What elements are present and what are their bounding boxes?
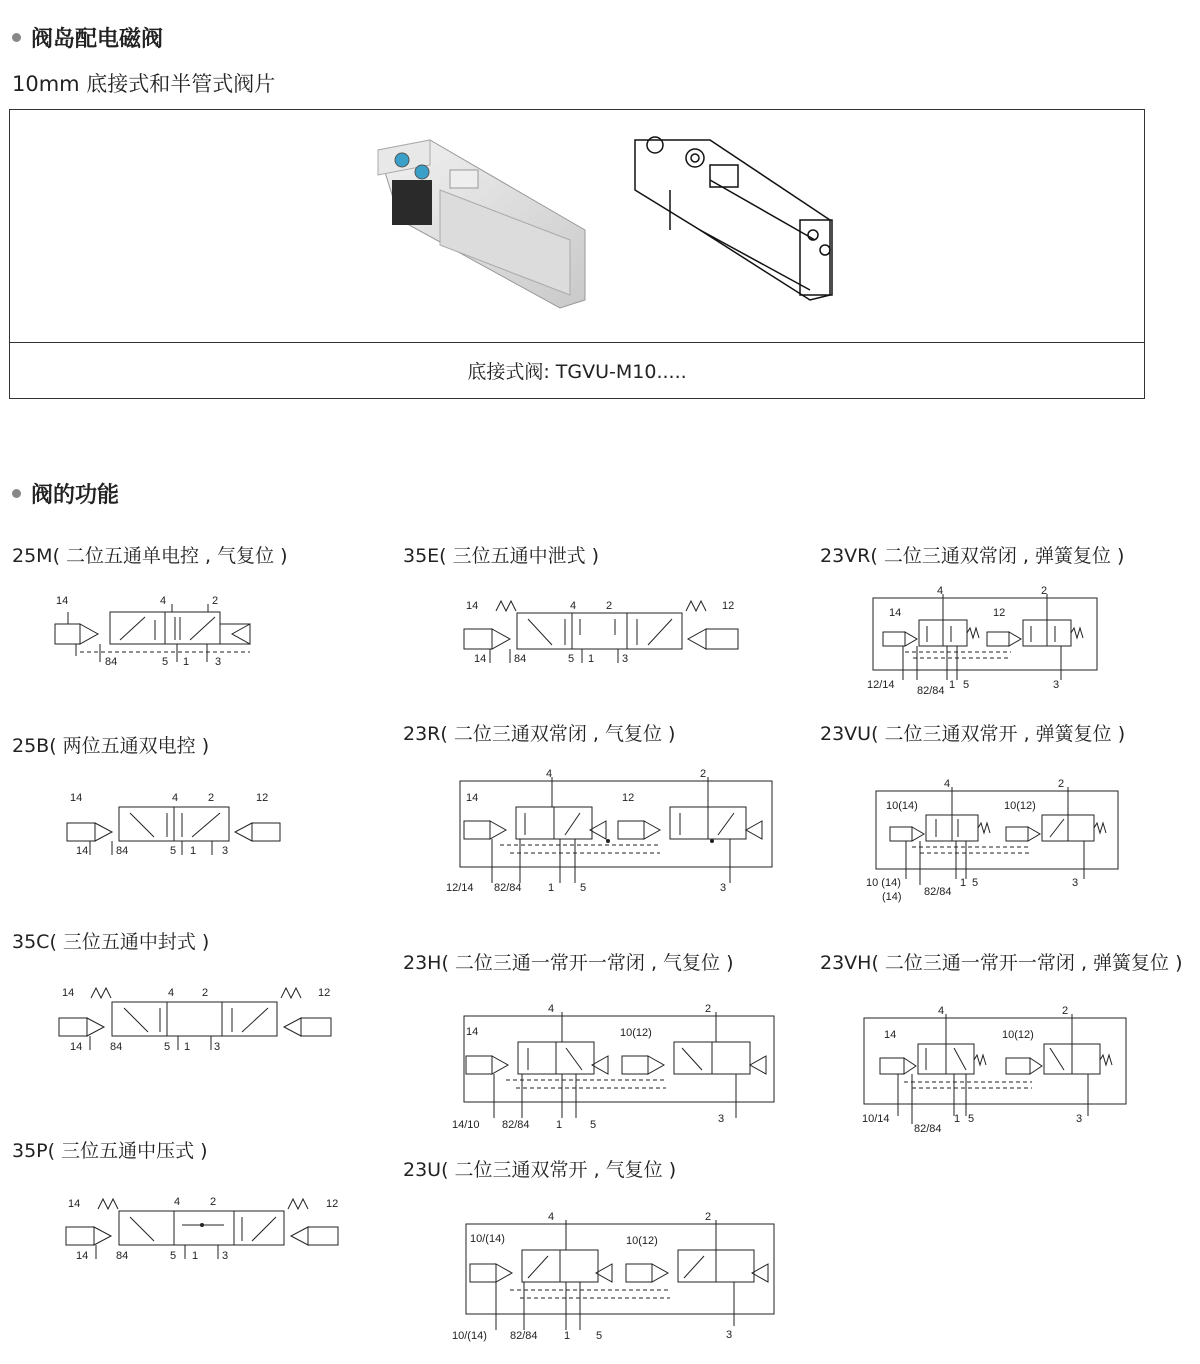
port-label: 14 [76,845,89,857]
port-label: 12/14 [867,679,895,691]
port-label: 4 [168,987,175,999]
valve-label-35c: 35C( 三位五通中封式 ) [12,931,210,953]
port-label: 12 [993,607,1006,619]
product-box [9,109,1145,399]
port-label: 1 [949,679,956,691]
port-label: 2 [606,600,613,612]
valve-label-23vr: 23VR( 二位三通双常闭 , 弹簧复位 ) [820,545,1125,567]
port-label: 4 [174,1196,181,1208]
section-title-function [12,478,119,509]
port-label: 5 [170,845,177,857]
port-label: 14 [68,1198,81,1210]
port-label: 3 [214,1041,221,1053]
port-label: 82/84 [914,1123,942,1135]
port-label: 12 [622,792,635,804]
port-label: 82/84 [494,882,522,894]
port-label: 84 [116,1250,129,1262]
port-label: 10 (14) [866,877,901,889]
port-label: 14 [889,607,902,619]
port-label: 1 [548,882,555,894]
product-caption: 底接式阀: TGVU-M10..... [467,361,687,383]
port-label: 1 [556,1119,563,1131]
valve-label-23h: 23H( 二位三通一常开一常闭 , 气复位 ) [403,952,734,974]
valve-symbol-25m [50,590,260,670]
port-label: 82/84 [510,1330,538,1342]
port-label: 10(14) [886,800,918,812]
port-label: 1 [184,1041,191,1053]
port-label: 3 [1053,679,1060,691]
port-label: (14) [882,891,902,903]
port-label: 14 [62,987,75,999]
port-label: 2 [208,792,215,804]
bullet-icon [12,489,21,498]
port-label: 3 [720,882,727,894]
port-label: 2 [1041,585,1048,597]
port-label: 14 [474,653,487,665]
port-label: 84 [514,653,527,665]
port-label: 3 [222,1250,229,1262]
port-label: 14 [466,600,479,612]
port-label: 12 [256,792,269,804]
port-label: 5 [580,882,587,894]
port-label: 14 [70,792,83,804]
port-label: 1 [588,653,595,665]
port-label: 3 [726,1329,733,1341]
valve-label-35p: 35P( 三位五通中压式 ) [12,1140,208,1162]
port-label: 2 [212,595,219,607]
port-label: 10(12) [1004,800,1036,812]
port-label: 2 [210,1196,217,1208]
valve-symbol-23u [450,1208,780,1346]
port-label: 5 [596,1330,603,1342]
port-label: 5 [963,679,970,691]
port-label: 14 [466,1026,479,1038]
port-label: 1 [960,877,967,889]
port-label: 5 [972,877,979,889]
port-label: 12 [326,1198,339,1210]
port-label: 3 [1072,877,1079,889]
valve-label-23r: 23R( 二位三通双常闭 , 气复位 ) [403,723,676,745]
section-title-solenoid [12,22,163,53]
port-label: 84 [116,845,129,857]
port-label: 2 [1058,778,1065,790]
port-label: 84 [105,656,118,668]
port-label: 12 [722,600,735,612]
valve-label-23vh: 23VH( 二位三通一常开一常闭 , 弹簧复位 ) [820,952,1183,974]
port-label: 3 [1076,1113,1083,1125]
port-label: 1 [954,1113,961,1125]
section2-title-text: 阀的功能 [31,483,120,508]
port-label: 5 [164,1041,171,1053]
port-label: 14 [466,792,479,804]
valve-label-23u: 23U( 二位三通双常开 , 气复位 ) [403,1159,677,1181]
port-label: 3 [222,845,229,857]
port-label: 2 [705,1211,712,1223]
valve-drawing-icon [10,110,1146,343]
port-label: 4 [570,600,577,612]
port-label: 4 [548,1211,555,1223]
port-label: 82/84 [924,886,952,898]
valve-label-35e: 35E( 三位五通中泄式 ) [403,545,600,567]
port-label: 10/14 [862,1113,890,1125]
port-label: 10(12) [620,1027,652,1039]
port-label: 1 [564,1330,571,1342]
port-label: 10/(14) [470,1233,505,1245]
section-subtitle: 10mm 底接式和半管式阀片 [12,72,276,96]
valve-symbol-23r [440,765,775,895]
port-label: 82/84 [502,1119,530,1131]
port-label: 5 [170,1250,177,1262]
valve-symbol-23vu [862,775,1127,907]
port-label: 4 [548,1003,555,1015]
port-label: 3 [622,653,629,665]
port-label: 4 [937,585,944,597]
port-label: 2 [1062,1005,1069,1017]
valve-label-25m: 25M( 二位五通单电控 , 气复位 ) [12,545,288,567]
port-label: 10(12) [626,1235,658,1247]
port-label: 4 [160,595,167,607]
product-image-area [10,110,1144,343]
port-label: 1 [190,845,197,857]
port-label: 2 [700,768,707,780]
port-label: 3 [215,656,222,668]
port-label: 3 [718,1113,725,1125]
valve-symbol-35e [460,595,750,667]
valve-symbol-25b [62,787,287,862]
port-label: 1 [183,656,190,668]
port-label: 12/14 [446,882,474,894]
port-label: 4 [172,792,179,804]
valve-symbol-23vh [858,1002,1133,1137]
port-label: 5 [590,1119,597,1131]
port-label: 2 [202,987,209,999]
port-label: 14 [56,595,69,607]
valve-label-23vu: 23VU( 二位三通双常开 , 弹簧复位 ) [820,723,1126,745]
valve-symbol-35p [62,1193,347,1265]
port-label: 14 [70,1041,83,1053]
port-label: 4 [546,768,553,780]
port-label: 14 [76,1250,89,1262]
valve-symbol-23vr [865,582,1105,694]
port-label: 4 [938,1005,945,1017]
port-label: 82/84 [917,685,945,694]
port-label: 10/(14) [452,1330,487,1342]
port-label: 5 [162,656,169,668]
port-label: 14/10 [452,1119,480,1131]
valve-symbol-35c [56,984,341,1056]
port-label: 10(12) [1002,1029,1034,1041]
port-label: 1 [192,1250,199,1262]
port-label: 5 [568,653,575,665]
port-label: 5 [968,1113,975,1125]
port-label: 4 [944,778,951,790]
port-label: 2 [705,1003,712,1015]
port-label: 84 [110,1041,123,1053]
port-label: 12 [318,987,331,999]
valve-symbol-23h [450,1000,780,1132]
port-label: 14 [884,1029,897,1041]
section1-title-text: 阀岛配电磁阀 [31,27,164,52]
valve-label-25b: 25B( 两位五通双电控 ) [12,735,210,757]
bullet-icon [12,33,21,42]
